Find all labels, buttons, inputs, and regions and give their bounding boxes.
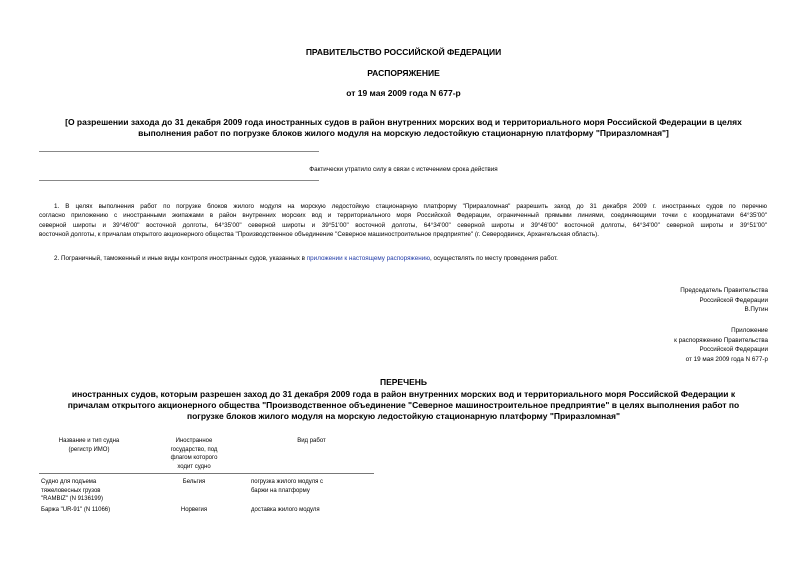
list-heading: ПЕРЕЧЕНЬ [379, 377, 427, 387]
list-subtitle-line-1: иностранных судов, которым разрешен заход до 31 декабря 2009 года в район внутренних морских вод и территориального моря Российской Федерации к [71, 389, 736, 399]
cell-work-type [249, 474, 374, 504]
cell-work-type: доставка жилого модуля [251, 506, 320, 513]
header-flag-state-line-2: государство, под [170, 446, 218, 453]
list-subtitle-line-2: причалам открытого акционерного общества "Производственное объединение "Северное машиностроительное предприятие" в целях выполнения работ по [67, 400, 740, 410]
document-type: РАСПОРЯЖЕНИЕ [367, 68, 440, 78]
work-type-line-2: баржи на платформу [251, 487, 310, 494]
appendix-line-4: от 19 мая 2009 года N 677-р [685, 355, 768, 363]
header-flag-state-line-4: ходит судно [177, 463, 211, 470]
header-work-type-line-1: Вид работ [297, 438, 326, 444]
document-title-line-1: [О разрешении захода до 31 декабря 2009 года иностранных судов в район внутренних морских вод и территориального моря Российской Федерации в целях [65, 117, 742, 127]
header-ship-name-line-1: Название и тип судна [58, 438, 120, 444]
cell-flag-state: Бельгия [182, 479, 206, 485]
signature-block [680, 286, 768, 315]
header-flag-state-line-1: Иностранное [175, 438, 213, 444]
header-flag-state [139, 437, 249, 471]
header-ship-name [39, 437, 139, 471]
divider-top [39, 151, 319, 152]
appendix-title: Приложение [731, 327, 768, 334]
paragraph-1-line-3: северной широты и 39°46'00" восточной долготы, 64°35'00" северной широты и 39°51'00" восточной долготы, 64°34'00" северной широты и 39°46'00" восточной долготы, 64°34'00" северной широты и 39°51'00" [39, 221, 767, 229]
paragraph-2-text-before: 2. Пограничный, таможенный и иные виды контроля иностранных судов, указанных в [54, 255, 307, 262]
document-date-number: от 19 мая 2009 года N 677-р [346, 88, 461, 98]
appendix-line-2: к распоряжению Правительства [674, 336, 768, 344]
work-type-line-1: погрузка жилого модуля с [251, 479, 324, 485]
appendix-block [674, 326, 768, 364]
table-header-row [39, 437, 374, 471]
list-subtitle [0, 389, 807, 422]
table-row [39, 504, 374, 515]
paragraph-1-line-1: 1. В целях выполнения работ по погрузке блоков жилого модуля на морскую ледостойкую стационарную платформу "Приразломная" разрешить заход до 31 декабря 2009 г. иностранных судов по перечню [54, 203, 767, 210]
status-note: Фактически утратило силу в связи с истечением срока действия [309, 166, 498, 173]
paragraph-2-text-after: , осуществлять по месту проведения работ. [429, 255, 558, 262]
appendix-line-3: Российской Федерации [699, 346, 768, 353]
header-ship-name-line-2: (регистр ИМО) [68, 446, 110, 453]
table-row [39, 474, 374, 504]
cell-ship-name: Баржа "UR-91" (N 11066) [41, 506, 111, 513]
ships-table [39, 437, 374, 514]
document-title-line-2: выполнения работ по погрузке блоков жилого модуля на морскую ледостойкую стационарную платформу "Приразломная"] [138, 128, 669, 138]
signature-position: Председатель Правительства [680, 287, 768, 294]
cell-ship-name [39, 474, 139, 504]
ship-name-line-3: "RAMBIZ" (N 9136199) [41, 496, 103, 502]
paragraph-1-line-4: восточной долготы, к причалам открытого акционерного общества "Производственное объединение "Северное машиностроительное предприятие" (г. Северодвинск, Архангельская область). [39, 231, 600, 239]
signature-country: Российской Федерации [699, 296, 768, 304]
list-subtitle-line-3: погрузке блоков жилого модуля на морскую ледостойкую стационарную платформу "Приразломная" [186, 411, 621, 421]
signature-name: В.Путин [744, 306, 768, 313]
paragraph-2 [39, 254, 767, 263]
divider-bottom [39, 180, 319, 181]
header-flag-state-line-3: флагом которого [170, 455, 218, 461]
government-title: ПРАВИТЕЛЬСТВО РОССИЙСКОЙ ФЕДЕРАЦИИ [305, 47, 502, 57]
paragraph-1-line-2: согласно приложению с иностранными экипажами в район внутренних морских вод и территориального моря Российской Федерации, ограниченный прямыми линиями, соединяющими точки с координатами 64°35'00" [39, 212, 767, 220]
header-work-type [249, 437, 374, 471]
cell-flag-state: Норвегия [180, 506, 208, 513]
document-title [0, 117, 807, 139]
ship-name-line-2: тяжеловесных грузов [41, 487, 101, 494]
ship-name-line-1: Судно для подъема [41, 479, 97, 485]
appendix-link[interactable]: приложении к настоящему распоряжению [306, 255, 430, 262]
paragraph-1 [39, 202, 767, 240]
